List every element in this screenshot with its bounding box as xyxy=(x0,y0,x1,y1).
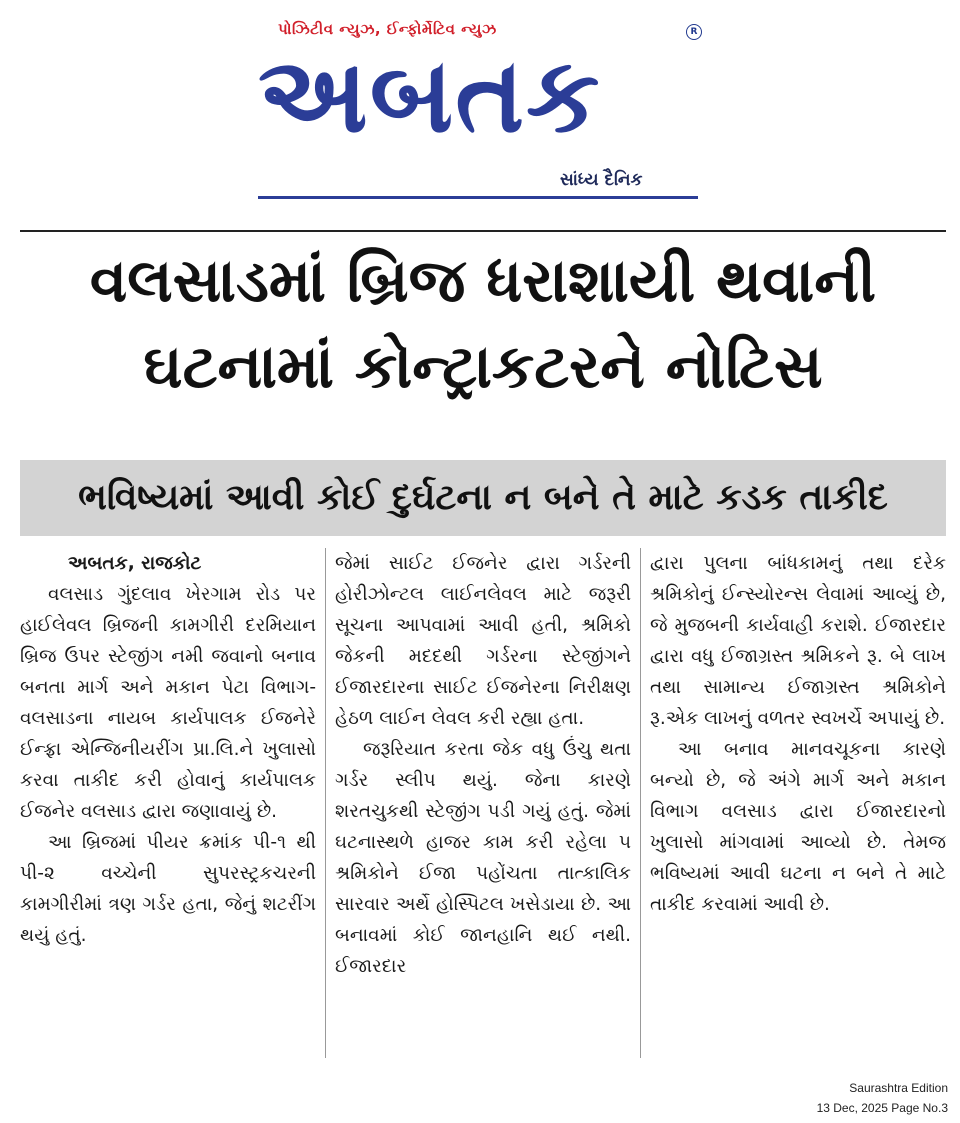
logo-underline xyxy=(258,196,698,199)
subheadline-bar xyxy=(20,460,946,536)
date-page-label: 13 Dec, 2025 Page No.3 xyxy=(816,1101,948,1115)
masthead xyxy=(0,0,960,215)
masthead-tagline: પોઝિટીવ ન્યુઝ, ઈન્ફોર્મેટિવ ન્યુઝ xyxy=(278,20,497,38)
newspaper-logo[interactable]: અબતક xyxy=(258,38,602,153)
edition-label: Saurashtra Edition xyxy=(849,1081,948,1095)
headline-top-rule xyxy=(20,230,946,232)
article-paragraph: દ્વારા પુલના બાંધકામનું તથા દરેક શ્રમિકોનું ઈન્સ્યોરન્સ લેવામાં આવ્યું છે, જે મુજબની કાર્યવાહી કરાશે. ઈજારદાર દ્વારા વધુ ઈજાગ્રસ્ત શ્રમિકને રૂ. બે લાખ તથા સામાન્ય ઈજાગ્રસ્ત શ્રમિકોને રૂ.એક લાખનું વળતર સ્વખર્ચે અપાયું છે. xyxy=(650,553,946,729)
column-divider xyxy=(325,548,326,1058)
article-paragraph: આ બનાવ માનવચૂકના કારણે બન્યો છે, જે અંગે માર્ગ અને મકાન વિભાગ વલસાડ દ્વારા ઈજારદારનો ખુલાસો માંગવામાં આવ્યો છે. તેમજ ભવિષ્યમાં આવી ઘટના ન બને તે માટે તાકીદ કરવામાં આવી છે. xyxy=(650,739,946,915)
article-paragraph: આ બ્રિજમાં પીયર ક્રમાંક પી-૧ થી પી-૨ વચ્ચેની સુપરસ્ટ્રકચરની કામગીરીમાં ત્રણ ગર્ડર હતા, જેનું શટરીંગ થયું હતું. xyxy=(20,832,316,946)
article-headline: વલસાડમાં બ્રિજ ધરાશાયી થવાની ઘટનામાં કોન્ટ્રાકટરને નોટિસ xyxy=(89,246,877,402)
column-divider xyxy=(640,548,641,1058)
article-column-3 xyxy=(650,548,946,1058)
article-subheadline: ભવિષ્યમાં આવી કોઈ દુર્ઘટના ન બને તે માટે કડક તાકીદ xyxy=(78,477,888,518)
registered-mark-icon: R xyxy=(686,24,702,40)
masthead-subtitle: સાંધ્ય દૈનિક xyxy=(560,170,643,190)
article-paragraph: જરૂરિયાત કરતા જેક વધુ ઉંચુ થતા ગર્ડર સ્લીપ થયું. જેના કારણે શરતચુકથી સ્ટેજીંગ પડી ગયું હતું. જેમાં ઘટનાસ્થળે હાજર કામ કરી રહેલા ૫ શ્રમિકોને ઈજા પહોંચતા તાત્કાલિક સારવાર અર્થે હોસ્પિટલ ખસેડાયા છે. આ બનાવમાં કોઈ જાનહાનિ થઈ નથી. ઈજારદાર xyxy=(335,739,631,977)
article-column-2 xyxy=(335,548,631,1058)
article-paragraph: વલસાડ ગુંદલાવ ખેરગામ રોડ પર હાઈલેવલ બ્રિજની કામગીરી દરમિયાન બ્રિજ ઉપર સ્ટેજીંગ નમી જવાનો બનાવ બનતા માર્ગ અને મકાન પેટા વિભાગ-વલસાડના નાયબ કાર્યપાલક ઈજનેરે ઈન્ફ્રા એન્જિનીયરીંગ પ્રા.લિ.ને ખુલાસો કરવા તાકીદ કરી હોવાનું કાર્યપાલક ઈજનેર વલસાડ દ્વારા જણાવાયું છે. xyxy=(20,584,316,822)
article-paragraph: જેમાં સાઈટ ઈજનેર દ્વારા ગર્ડરની હોરીઝોન્ટલ લાઈનલેવલ માટે જરૂરી સૂચના આપવામાં આવી હતી, શ્રમિકો જેકની મદદથી ગર્ડરના સ્ટેજીંગને ઈજારદારના સાઈટ ઈજનેરના નિરીક્ષણ હેઠળ લાઈન લેવલ કરી રહ્યા હતા. xyxy=(335,553,631,729)
article-column-1 xyxy=(20,548,316,1058)
article-body xyxy=(20,548,946,1058)
page-footer xyxy=(817,1078,948,1118)
article-dateline: અબતક, રાજકોટ xyxy=(68,553,202,574)
